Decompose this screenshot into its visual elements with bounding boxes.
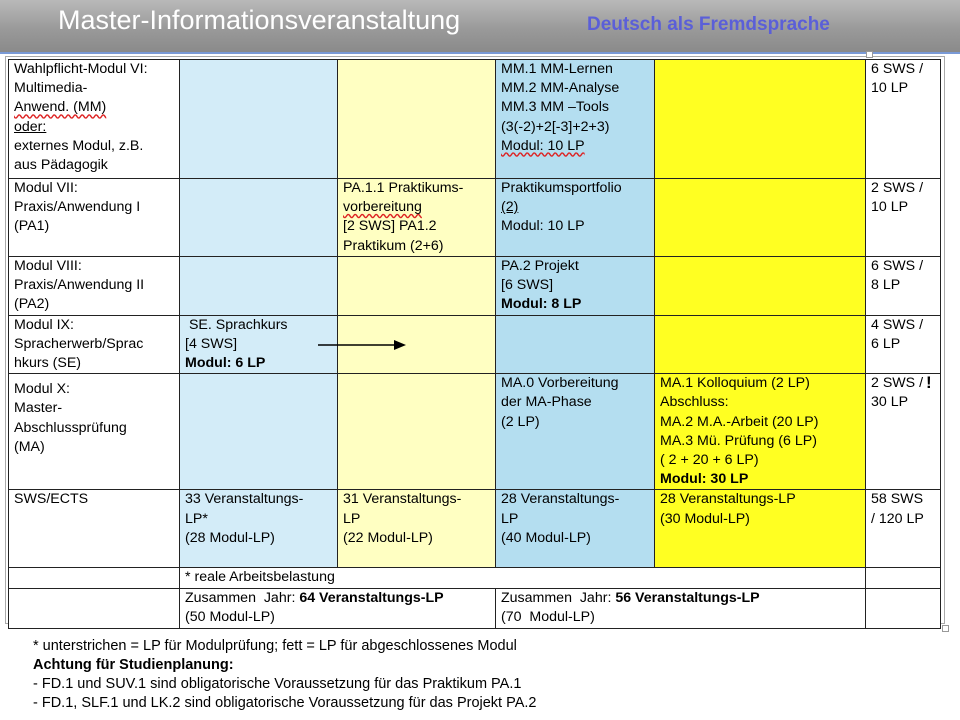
slide-header — [0, 0, 960, 54]
cell-ma-sws: 2 SWS / 30 LP — [866, 374, 941, 490]
cell-ma-sem4: MA.1 Kolloquium (2 LP) Abschluss: MA.2 M.A.-Arbeit (20 LP) MA.3 Mü. Prüfung (6 LP) ( 2 + 20 + 6 LP) Modul: 30 LP — [655, 374, 866, 490]
cell-mm-sem1 — [180, 60, 338, 179]
cell-se-sem1: SE. Sprachkurs [4 SWS] Modul: 6 LP — [180, 315, 338, 374]
cell-pa1-sws: 2 SWS / 10 LP — [866, 179, 941, 257]
table-row-pa2 — [9, 257, 941, 316]
cell-real-empty — [9, 568, 180, 588]
table-row-se — [9, 315, 941, 374]
cell-ma-sem1 — [180, 374, 338, 490]
table-row-ects — [9, 490, 941, 568]
table-row-real — [9, 568, 941, 588]
row-label-ma: Modul X: Master- Abschlussprüfung (MA) — [9, 374, 180, 490]
exclamation-mark: ! — [926, 373, 932, 392]
cell-real-sws — [866, 568, 941, 588]
cell-ects-sem3: 28 Veranstaltungs- LP (40 Modul-LP) — [496, 490, 655, 568]
cell-ects-sem2: 31 Veranstaltungs- LP (22 Modul-LP) — [338, 490, 496, 568]
cell-se-sws: 4 SWS / 6 LP — [866, 315, 941, 374]
cell-se-sem4 — [655, 315, 866, 374]
cell-ects-sem4: 28 Veranstaltungs-LP (30 Modul-LP) — [655, 490, 866, 568]
cell-pa1-sem1 — [180, 179, 338, 257]
note-pa1: - FD.1 und SUV.1 sind obligatorische Voraussetzung für das Praktikum PA.1 — [33, 676, 522, 692]
cell-ma-sem2 — [338, 374, 496, 490]
cell-ects-sem1: 33 Veranstaltungs- LP* (28 Modul-LP) — [180, 490, 338, 568]
table-row-pa1 — [9, 179, 941, 257]
arrow-right-icon — [318, 337, 408, 353]
row-label-se: Modul IX: Spracherwerb/Sprac hkurs (SE) — [9, 315, 180, 374]
cell-pa1-sem4 — [655, 179, 866, 257]
slide-title: Master-Informationsveranstaltung — [58, 5, 461, 35]
cell-real-note: * reale Arbeitsbelastung — [180, 568, 866, 588]
note-heading: Achtung für Studienplanung: — [33, 657, 234, 673]
cell-pa2-sem2 — [338, 257, 496, 316]
cell-pa2-sem4 — [655, 257, 866, 316]
note-pa2: - FD.1, SLF.1 und LK.2 sind obligatorische Voraussetzung für das Projekt PA.2 — [33, 695, 537, 711]
handle-square-icon — [942, 625, 949, 632]
note-legend: * unterstrichen = LP für Modulprüfung; fett = LP für abgeschlossenes Modul — [33, 638, 517, 654]
row-label-ects: SWS/ECTS — [9, 490, 180, 568]
table-row-ma — [9, 374, 941, 490]
cell-jahr-year2: Zusammen Jahr: 56 Veranstaltungs-LP (70 Modul-LP) — [496, 588, 866, 628]
cell-jahr-empty — [9, 588, 180, 628]
table-row-jahr — [9, 588, 941, 628]
cell-ects-sws: 58 SWS / 120 LP — [866, 490, 941, 568]
handle-square-icon — [866, 51, 873, 58]
cell-pa1-sem3: Praktikumsportfolio (2) Modul: 10 LP — [496, 179, 655, 257]
cell-pa1-sem2: PA.1.1 Praktikums- vorbereitung [2 SWS] PA1.2 Praktikum (2+6) — [338, 179, 496, 257]
cell-mm-sws: 6 SWS / 10 LP — [866, 60, 941, 179]
row-label-mm: Wahlpflicht-Modul VI: Multimedia- Anwend. (MM) oder: externes Modul, z.B. aus Pädagogik — [9, 60, 180, 179]
cell-jahr-sws — [866, 588, 941, 628]
table-row-mm — [9, 60, 941, 179]
cell-mm-sem2 — [338, 60, 496, 179]
cell-pa2-sem1 — [180, 257, 338, 316]
table-frame — [5, 56, 945, 624]
cell-mm-sem3: MM.1 MM-Lernen MM.2 MM-Analyse MM.3 MM –Tools (3(-2)+2[-3]+2+3) Modul: 10 LP — [496, 60, 655, 179]
cell-pa2-sws: 6 SWS / 8 LP — [866, 257, 941, 316]
row-label-pa2: Modul VIII: Praxis/Anwendung II (PA2) — [9, 257, 180, 316]
row-label-pa1: Modul VII: Praxis/Anwendung I (PA1) — [9, 179, 180, 257]
cell-jahr-year1: Zusammen Jahr: 64 Veranstaltungs-LP (50 Modul-LP) — [180, 588, 496, 628]
study-plan-table — [8, 59, 941, 629]
cell-se-sem3 — [496, 315, 655, 374]
slide-subtitle: Deutsch als Fremdsprache — [587, 14, 830, 35]
cell-pa2-sem3: PA.2 Projekt [6 SWS] Modul: 8 LP — [496, 257, 655, 316]
notes-block — [33, 637, 536, 713]
cell-mm-sem4 — [655, 60, 866, 179]
cell-ma-sem3: MA.0 Vorbereitung der MA-Phase (2 LP) — [496, 374, 655, 490]
